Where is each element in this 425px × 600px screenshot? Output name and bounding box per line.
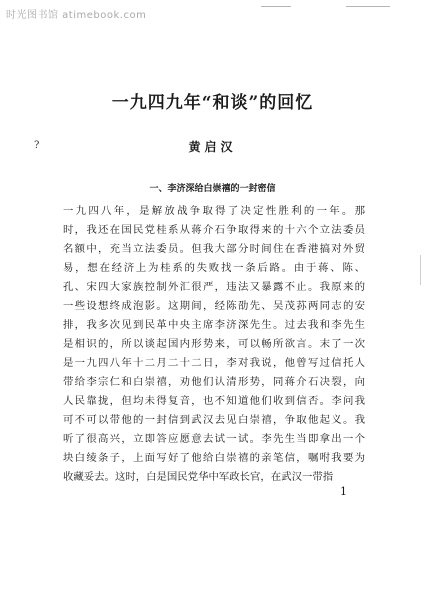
text-line: 易，想在经济上为桂系的失败找一条后路。由于蒋、陈、 [63,262,365,274]
top-rule [346,6,390,7]
text-line: 一些设想终成泡影。这期间，经陈劭先、吴茂荪两同志的安 [63,300,365,312]
author-name: 黄启汉 [188,140,237,154]
text-line: 时，我还在国民党桂系从蒋介石争取得来的十六个立法委员 [63,224,365,236]
text-line: 孔、宋四大家族控制外汇很严，违法又暴露不止。我原来的 [63,281,365,293]
body-text [63,202,365,487]
stray-mark: ? [34,140,40,151]
page-number: 1 [340,485,347,498]
page-title: 一九四九年“和谈”的回忆 [111,93,314,113]
scan-edge-mark [420,255,421,285]
text-line: 一九四八年，是解放战争取得了决定性胜利的一年。那 [63,205,365,217]
text-line: 名额中，充当立法委员。但我大部分时间住在香港搞对外贸 [63,243,365,255]
top-rule [261,6,291,7]
text-line: 块白绫条子，上面写好了他给白崇禧的亲笔信，嘱咐我要为 [63,452,365,464]
text-line: 排，我多次见到民革中央主席李济深先生。过去我和李先生 [63,319,365,331]
text-line: 带给李宗仁和白崇禧，劝他们认清形势，同蒋介石决裂，向 [63,376,365,388]
text-line: 人民靠拢，但均未得复音，也不知道他们收到信否。李问我 [63,395,365,407]
text-line: 收藏妥去。这时，白是国民党华中军政长官，在武汉一带指 [63,471,334,483]
text-line: 可不可以带他的一封信到武汉去见白崇禧，争取他起义。我 [63,414,365,426]
text-line: 是一九四八年十二月二十二日，李对我说，他曾写过信托人 [63,357,365,369]
watermark: 时光图书馆 atimebook.com [6,10,147,21]
text-line: 听了很高兴，立即答应愿意去试一试。李先生当即拿出一个 [63,433,365,445]
text-line: 是相识的，所以谈起国内形势来，可以畅所欲言。末了一次 [63,338,365,350]
section-heading: 一、李济深给白崇禧的一封密信 [149,184,276,194]
